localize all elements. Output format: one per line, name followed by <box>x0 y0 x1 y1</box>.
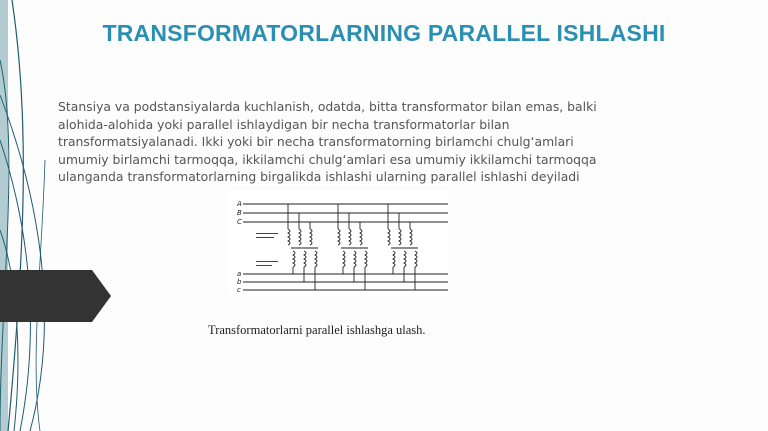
winding-coil <box>349 229 351 245</box>
body-line: transformatsiyalanadi. Ikki yoki bir necha transformatorning birlamchi chulg‘amlari <box>58 134 574 149</box>
body-paragraph <box>58 98 698 186</box>
phase-label-A: A <box>237 200 242 208</box>
body-line: Stansiya va podstansiyalarda kuchlanish, odatda, bitta transformator bilan emas, balki <box>58 99 597 114</box>
winding-coil <box>415 251 417 267</box>
winding-coil <box>338 229 340 245</box>
parallel-transformer-diagram <box>228 191 449 295</box>
phase-label-b: b <box>237 278 242 286</box>
winding-coil <box>343 251 345 267</box>
winding-coil <box>404 251 406 267</box>
figure-caption: Transformatorlarni parallel ishlashga ulash. <box>208 323 426 337</box>
slide-title: TRANSFORMATORLARNING PARALLEL ISHLASHI <box>102 20 666 46</box>
phase-label-c: c <box>237 286 241 294</box>
phase-label-C: C <box>237 218 242 226</box>
winding-coil <box>365 251 367 267</box>
winding-coil <box>360 229 362 245</box>
body-line: ulanganda transformatorlarning birgalikda ishlashi ularning parallel ishlashi deyiladi <box>58 169 580 184</box>
winding-coil <box>315 251 317 267</box>
winding-coil <box>310 229 312 245</box>
winding-coil <box>299 229 301 245</box>
winding-coil <box>354 251 356 267</box>
body-line: umumiy birlamchi tarmoqqa, ikkilamchi chulg‘amlari esa umumiy ikkilamchi tarmoqqa <box>58 151 597 167</box>
winding-coil <box>388 229 390 245</box>
phase-label-B: B <box>237 209 242 217</box>
winding-coil <box>288 229 290 245</box>
winding-coil <box>393 251 395 267</box>
winding-coil <box>399 229 401 245</box>
arrow-shape-icon <box>0 270 111 322</box>
phase-label-a: a <box>237 270 242 278</box>
winding-coil <box>293 251 295 267</box>
winding-coil <box>304 251 306 267</box>
winding-coil <box>410 229 412 245</box>
body-line: alohida-alohida yoki parallel ishlaydigan bir necha transformatorlar bilan <box>58 116 510 132</box>
